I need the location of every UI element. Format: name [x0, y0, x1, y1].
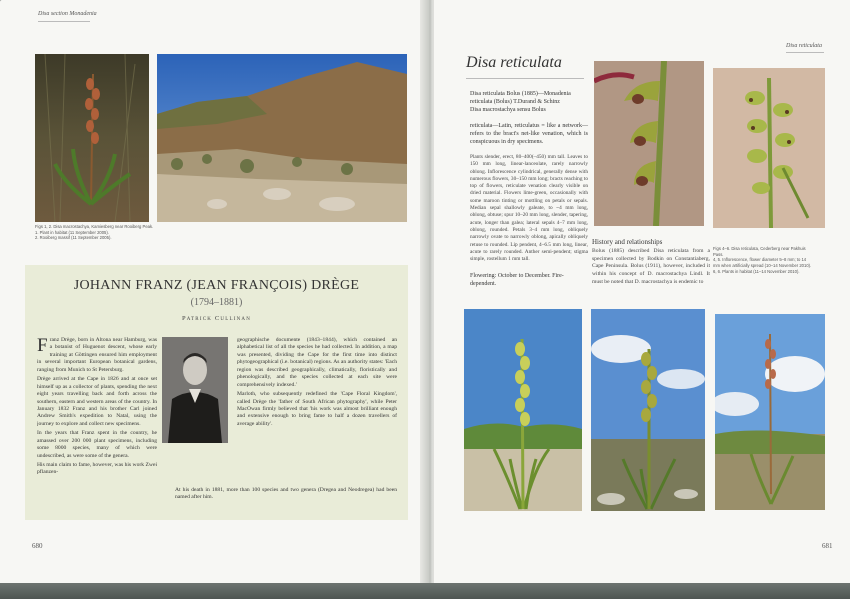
biography-column-2 — [237, 337, 397, 467]
left-running-head: Disa section Monadenia — [38, 11, 97, 17]
biography-closing: At his death in 1881, more than 100 species and two genera (Dregea and Neodregea) had been named after him. — [175, 487, 397, 501]
left-page — [0, 0, 426, 586]
left-caption-line: 1. Plant in habitat (11 September 2005). — [35, 229, 109, 235]
right-caption-line: 4, 5. Inflorescence, flower diameter 5–8 mm; to 14 mm when artificially spread (10–14 November 2010). — [713, 257, 812, 269]
biography-author: Patrick Cullinan — [181, 315, 252, 322]
biography-paragraph: ranz Drège, born in Altona near Hamburg, was a botanist of Huguenot descent, whose early training at Göttingen ensured him employment in several important European botanical gardens, ranging from Munich to St Petersburg. — [37, 337, 157, 373]
biography-title: JOHANN FRANZ (JEAN FRANÇOIS) DRÈGE — [73, 278, 360, 293]
photo-habitat-2 — [591, 309, 705, 511]
portrait-photo — [162, 337, 228, 443]
photo-rooiberg-massif — [157, 54, 407, 222]
right-head-rule — [786, 52, 824, 53]
biography-paragraph: In the years that Franz spent in the country, he amassed over 200 000 plant specimens, including some 8000 species, many of which were undescribed, as were some of the genera. — [37, 430, 157, 459]
biography-column-1 — [37, 337, 157, 507]
book-cover-edge — [0, 583, 850, 599]
flowering-note: Flowering: October to December. Fire-dependent. — [470, 273, 564, 288]
species-title: Disa reticulata — [466, 54, 562, 71]
dropcap: F — [37, 337, 48, 356]
species-description: Plants slender, erect, 80–400(–450) mm tall. Leaves to 150 mm long, linear-lanceolate, rarely narrowly oblong. Inflorescence cylindrical, generally dense with numerous flowers, 30–150 mm long; bracts reaching to top of flowers, reticulate venation clearly visible on dried material. Flowers lime-green, occasionally with some maroon tinting or mottling on petals or sepals. Median sepal shallowly galeate, to ~4 mm long, oblong, obtuse; spur 10–20 mm long, slender, tapering, acute, longer than galea; lateral sepals 4–7 mm long, oblong, rounded. Petals 3–4 mm long, obliquely narrowly ovate to narrowly oblong, apically obliquely retuse to rounded. Lip pendent, 4–6.5 mm long, linear, acute to rarely rounded. Anther semi-pendent; stigma simple, rostellum 1 mm tall. — [470, 154, 588, 263]
biography-box — [25, 265, 408, 520]
photo-habitat-1 — [464, 309, 582, 511]
synonym-line: Disa macrostachya sensu Bolus — [470, 107, 546, 114]
biography-paragraph: geographische documente (1843–1844), which contained an alphabetical list of all the species he had collected. In addition, a map was presented, dividing the Cape for the first time into distinct phytogeographical (i.e. botanical) regions. As an authority states: 'Each region was described geographically, climatically, floristically and phenologically, and the species collected at each site were comprehensively indexed.' — [237, 337, 397, 388]
photo-plant-habitat — [35, 54, 149, 222]
left-caption-line: Figs 1, 2. Disa macrostachya, Kamiesberg near Rooiberg Peak. — [35, 224, 154, 229]
synonym-line: reticulata (Bolus) T.Durand & Schinz — [470, 99, 560, 106]
biography-years: (1794–1881) — [190, 297, 243, 308]
right-caption-line: 6, 6. Plants in habitat (11–14 November 2010). — [713, 268, 800, 274]
title-rule — [466, 78, 584, 79]
biography-paragraph: His main claim to fame, however, was his work Zwei pflanzen- — [37, 462, 157, 476]
history-heading: History and relationships — [592, 238, 663, 246]
left-head-rule — [38, 21, 90, 22]
left-figure-caption — [35, 224, 215, 241]
right-figure-caption — [713, 246, 813, 274]
photo-inflorescence — [713, 68, 825, 228]
biography-paragraph: Drège arrived at the Cape in 1826 and at once set himself up as a collector of plants, spending the next eight years travelling back and forth across the southern, eastern and western areas of the country. In January 1832 Franz and his brother Carl joined Andrew Smith's expedition to Natal, using the journey to explore and collect new specimens. — [37, 376, 157, 427]
history-text: Bolus (1885) described Disa reticulata from a specimen collected by Bodkin on Constantiaberg, Cape Peninsula. Bolus (1911), however, included it within his concept of D. macrostachya Lindl. It must be noted that D. macrostachya is endemic to — [592, 248, 710, 285]
right-folio: 681 — [822, 542, 833, 550]
photo-flower-closeup — [594, 61, 704, 226]
synonym-line: Disa reticulata Bolus (1885)—Monadenia — [470, 91, 571, 97]
photo-habitat-3 — [715, 314, 825, 510]
synonymy — [470, 90, 588, 114]
right-page — [434, 0, 850, 586]
biography-paragraph: Marloth, who subsequently redefined the 'Cape Floral Kingdom', called Drège the 'father of South African phytography', while Peter MacOwan firmly believed that 'his work was almost brilliant enough and extensive enough to bring fame to half a dozen travellers of average ability'. — [237, 391, 397, 427]
right-running-head: Disa reticulata — [786, 43, 822, 49]
left-folio: 680 — [32, 542, 43, 550]
etymology: reticulata—Latin, reticulatus = like a network—refers to the bract's net-like venation, which is conspicuous in dry specimens. — [470, 123, 588, 146]
right-caption-line: Figs 4–6. Disa reticulata, Cederberg near Pakhuis Pass. — [713, 246, 806, 257]
left-caption-line: 2. Rooiberg massif (11 September 2005). — [35, 235, 112, 241]
